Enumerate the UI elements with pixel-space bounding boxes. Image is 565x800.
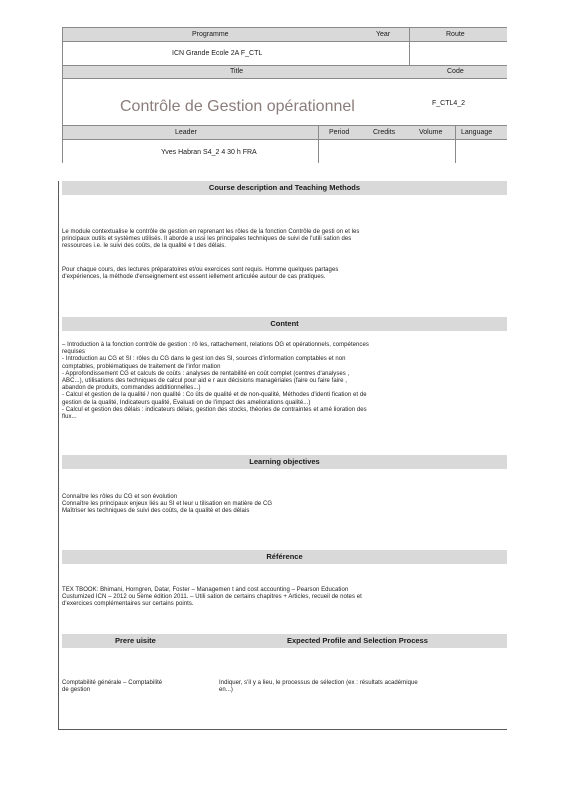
volume-label: Volume	[419, 129, 443, 136]
programme-label: Programme	[192, 31, 229, 38]
grid-line	[62, 65, 507, 66]
course-header-table	[62, 27, 507, 163]
selection-process-text: Indiquer, s'il y a lieu, le processus de sélection (ex : résultats académique en...)	[219, 680, 418, 694]
title-label-bar	[62, 65, 507, 78]
credits-label: Credits	[373, 129, 396, 136]
grid-line	[318, 125, 319, 163]
route-label: Route	[446, 31, 465, 38]
grid-line	[409, 28, 410, 65]
year-label: Year	[376, 31, 391, 38]
grid-line	[62, 139, 507, 140]
content-text: – Introduction à la fonction contrôle de gestion : rô les, rattachement, relations OG et opérationnels, compétences requises - Introduction au CG et SI : rôles du CG dans le gest ion des SI, sources d'information comptables et non comptables, problématiques de traitement de l'infor mation - Approfondissement CG et calculs de coûts : analyses de rentabilité en coût complet (centres d'analyses , ABC...), utilisations des techniques de calcul pour aid e r aux décisions managériales (faire ou faire faire , abandon de produits, commandes additionnelles...) - Calcul et gestion de la qualité / non qualité : Co ûts de qualité et de non-qualité, Méthodes d'identi fication et de gestion de la qualité, Indicateurs qualité, Evaluati on de l'impact des ameliorations qualité...) - Calcul et gestion des délais : indicateurs délais, gestion des stocks, théories de contraintes et amé lioration des flux...	[62, 342, 369, 421]
code-label: Code	[447, 68, 464, 75]
prerequisite-text: Comptabilité générale – Comptabilité de gestion	[62, 680, 163, 694]
grid-line	[62, 78, 507, 79]
grid-line	[62, 125, 507, 126]
header-label-bar	[62, 28, 507, 41]
grid-line	[62, 41, 507, 42]
reference-section-title: Référence	[62, 550, 507, 564]
period-label: Period	[329, 129, 350, 136]
course-title: Contrôle de Gestion opérationnel	[120, 98, 355, 115]
leader-value: Yves Habran S4_2 4 30 h FRA	[161, 149, 257, 156]
objectives-text: Connaître les rôles du CG et son évolution Connaître les principaux enjeux liés au SI et leur u tilisation en matière de CG Maîtriser les techniques de suivi des coûts, de la qualité et des délais	[62, 494, 273, 515]
course-code: F_CTL4_2	[432, 100, 466, 107]
description-section-title: Course description and Teaching Methods	[62, 181, 507, 195]
leader-label: Leader	[175, 129, 197, 136]
expected-profile-title: Expected Profile and Selection Process	[287, 636, 428, 645]
language-label: Language	[461, 129, 493, 136]
description-paragraph-2: Pour chaque cours, des lectures préparatoires et/ou exercices sont requis. Homme quelques partages d'expériences, la méthode d'enseignement est essent iellement articulée autour de cas pratiques.	[62, 267, 339, 281]
content-section-title: Content	[62, 317, 507, 331]
reference-text: TEX TBOOK: Bhimani, Horngren, Datar, Foster – Managemen t and cost accounting – Pearson Education Custumized ICN – 2012 ou 5ème édition 2011. – Utili sation de certains chapitres + Articles, recueil de notes et d'exercices complémentaires sur certains points.	[62, 587, 362, 608]
body-bottom-rule	[58, 729, 507, 730]
objectives-section-title: Learning objectives	[62, 455, 507, 469]
grid-line	[455, 125, 456, 163]
prerequisite-title: Prere uisite	[115, 636, 156, 645]
grid-line	[62, 28, 63, 163]
title-label: Title	[230, 68, 243, 75]
body-left-rule	[58, 181, 59, 730]
programme-value: ICN Grande Ecole 2A F_CTL	[172, 50, 263, 57]
description-paragraph-1: Le module contextualise le contrôle de gestion en reprenant les rôles de la fonction Contrôle de gesti on et les principaux outils et systèmes utilisés. Il aborde a ussi les principales techniques de suivi de l'utili sation des ressources i.e. le suivi des coûts, de la qualité e t des délais.	[62, 229, 360, 250]
